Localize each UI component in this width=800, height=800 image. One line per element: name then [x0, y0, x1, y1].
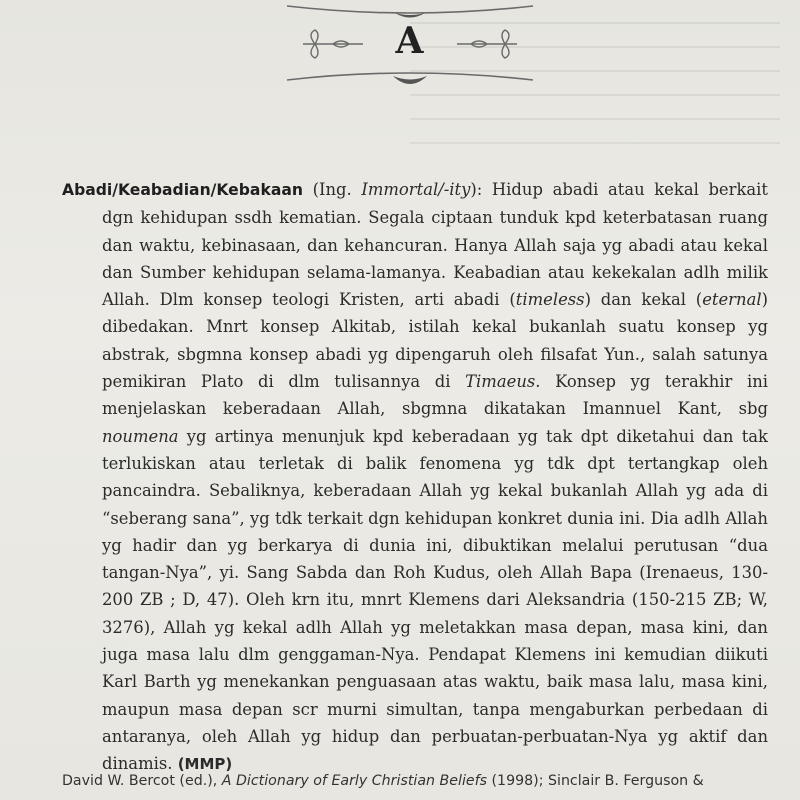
term-timeless: timeless	[515, 290, 585, 310]
bibliography-line	[62, 770, 782, 792]
reference-rest: (1998); Sinclair B. Ferguson &	[487, 773, 704, 789]
term-timaeus: Timaeus	[465, 372, 536, 392]
language-note-open: (Ing.	[312, 180, 362, 199]
entry-text-5: yg artinya menunjuk kpd keberadaan yg tak dpt diketahui dan tak terlukiskan atau terletak di balik fenomena yg tdk dpt tertangkap oleh pancaindra. Sebaliknya, keberadaan Allah yg kekal bukanlah Allah yg ada di “seberang sana”, yg tdk terkait dgn kehidupan konkret dunia ini. Dia adlh Allah yg hadir dan yg berkarya di dunia ini, dibuktikan melalui perutusan “dua tangan-Nya”, yi. Sang Sabda dan Roh Kudus, oleh Allah Bapa (Irenaeus, 130-200 ZB ; D, 47). Oleh krn itu, mnrt Klemens dari Aleksandria (150-215 ZB; W, 3276), Allah yg kekal adlh Allah yg meletakkan masa depan, masa kini, dan juga masa lalu dlm genggaman-Nya. Pendapat Klemens ini kemudian diikuti Karl Barth yg menekankan penguasaan atas waktu, baik masa lalu, masa kini, maupun masa depan scr murni simultan, tanpa mengaburkan perbedaan di antaranya, oleh Allah yg hidup dan perbuatan-perbuatan-Nya yg aktif dan dinamis.	[102, 426, 768, 774]
entry-text-2: ) dan kekal (	[584, 290, 703, 310]
entry-text-3: ) dibedakan. Mnrt konsep Alkitab, istilah kekal bukanlah suatu konsep yg abstrak, sbgmna konsep abadi yg dipengaruh oleh filsafat Yun., salah satunya pemikiran Plato di dlm tulisannya di	[102, 290, 768, 392]
entry-text-1: Hidup abadi atau kekal berkait dgn kehidupan ssdh kematian. Segala ciptaan tunduk kpd keterbatasan ruang dan waktu, kebinasaan, dan kehancuran. Hanya Allah saja yg abadi atau kekal dan Sumber kehidupan selama-lamanya. Keabadian atau kekekalan adlh milik Allah. Dlm konsep teologi Kristen, arti abadi (	[102, 180, 769, 310]
dictionary-entry	[62, 176, 768, 779]
language-note-close: ):	[470, 180, 483, 199]
section-header-ornament	[285, 0, 535, 100]
language-term: Immortal/-ity	[361, 180, 471, 199]
author-initials: (MMP)	[177, 755, 233, 774]
term-eternal: eternal	[702, 290, 762, 310]
term-noumena: noumena	[102, 426, 179, 446]
section-letter: A	[395, 20, 425, 62]
reference-author: David W. Bercot (ed.),	[62, 773, 222, 789]
reference-title: A Dictionary of Early Christian Beliefs	[221, 773, 488, 789]
entry-text-4: . Konsep yg terakhir ini menjelaskan keberadaan Allah, sbgmna dikatakan Imannuel Kant, sbg	[102, 372, 768, 419]
entry-paragraph	[62, 176, 768, 779]
entry-headword: Abadi/Keabadian/Kebakaan	[62, 181, 303, 199]
